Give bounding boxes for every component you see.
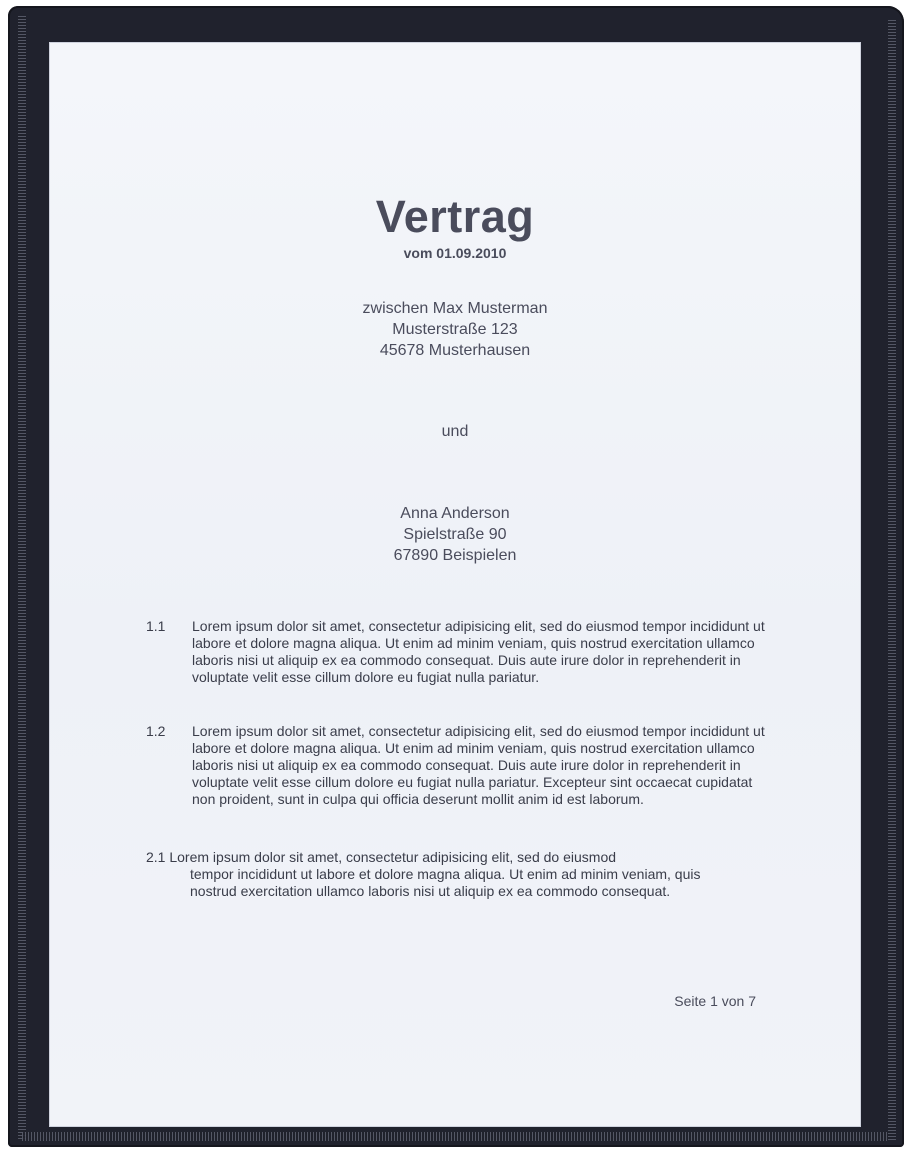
party-a-city: 45678 Musterhausen [379,342,531,359]
party-b-name: Anna Anderson [400,505,510,522]
party-a-name: zwischen Max Musterman [362,300,548,317]
party-b-block [50,503,860,566]
contract-date: vom 01.09.2010 [403,245,507,261]
party-connector: und [441,423,469,440]
party-b-street: Spielstraße 90 [403,526,507,543]
folder-ridge-right [888,20,896,1140]
clause-2-1 [146,849,766,900]
clause-number: 1.1 [146,618,166,634]
clause-text: Lorem ipsum dolor sit amet, consectetur adipisicing elit, sed do eiusmod tempor incididunt ut labore et dolore magna aliqua. Ut enim ad minim veniam, quis nostrud exercitation ullamco laboris nisi ut aliquip ex ea commodo consequat. Duis aute irure dolor in reprehenderit in voluptate velit esse cillum dolore eu fugiat nulla pariatur. [192,618,765,685]
clause-number: 2.1 [146,849,166,865]
clause-text-continued: tempor incididunt ut labore et dolore magna aliqua. Ut enim ad minim veniam, quis nostrud exercitation ullamco laboris nisi ut aliquip ex ea commodo consequat. [190,866,701,899]
party-a-street: Musterstraße 123 [392,321,518,338]
contract-title: Vertrag [375,191,535,242]
page-number: Seite 1 von 7 [674,993,756,1009]
folder-ridge-left [18,16,26,1140]
clause-text: Lorem ipsum dolor sit amet, consectetur adipisicing elit, sed do eiusmod tempor incididunt ut labore et dolore magna aliqua. Ut enim ad minim veniam, quis nostrud exercitation ullamco laboris nisi ut aliquip ex ea commodo consequat. Duis aute irure dolor in reprehenderit in voluptate velit esse cillum dolore eu fugiat nulla pariatur. Excepteur sint occaecat cupidatat non proident, sunt in culpa qui officia deserunt mollit anim id est laborum. [192,723,765,807]
clause-first-line [146,849,766,866]
folder-ridge-bottom [22,1132,888,1141]
party-a-block [50,298,860,361]
clause-text-start: Lorem ipsum dolor sit amet, consectetur adipisicing elit, sed do eiusmod [169,849,617,865]
contract-page [50,43,860,1126]
party-b-city: 67890 Beispielen [393,547,517,564]
clause-number: 1.2 [146,723,166,739]
